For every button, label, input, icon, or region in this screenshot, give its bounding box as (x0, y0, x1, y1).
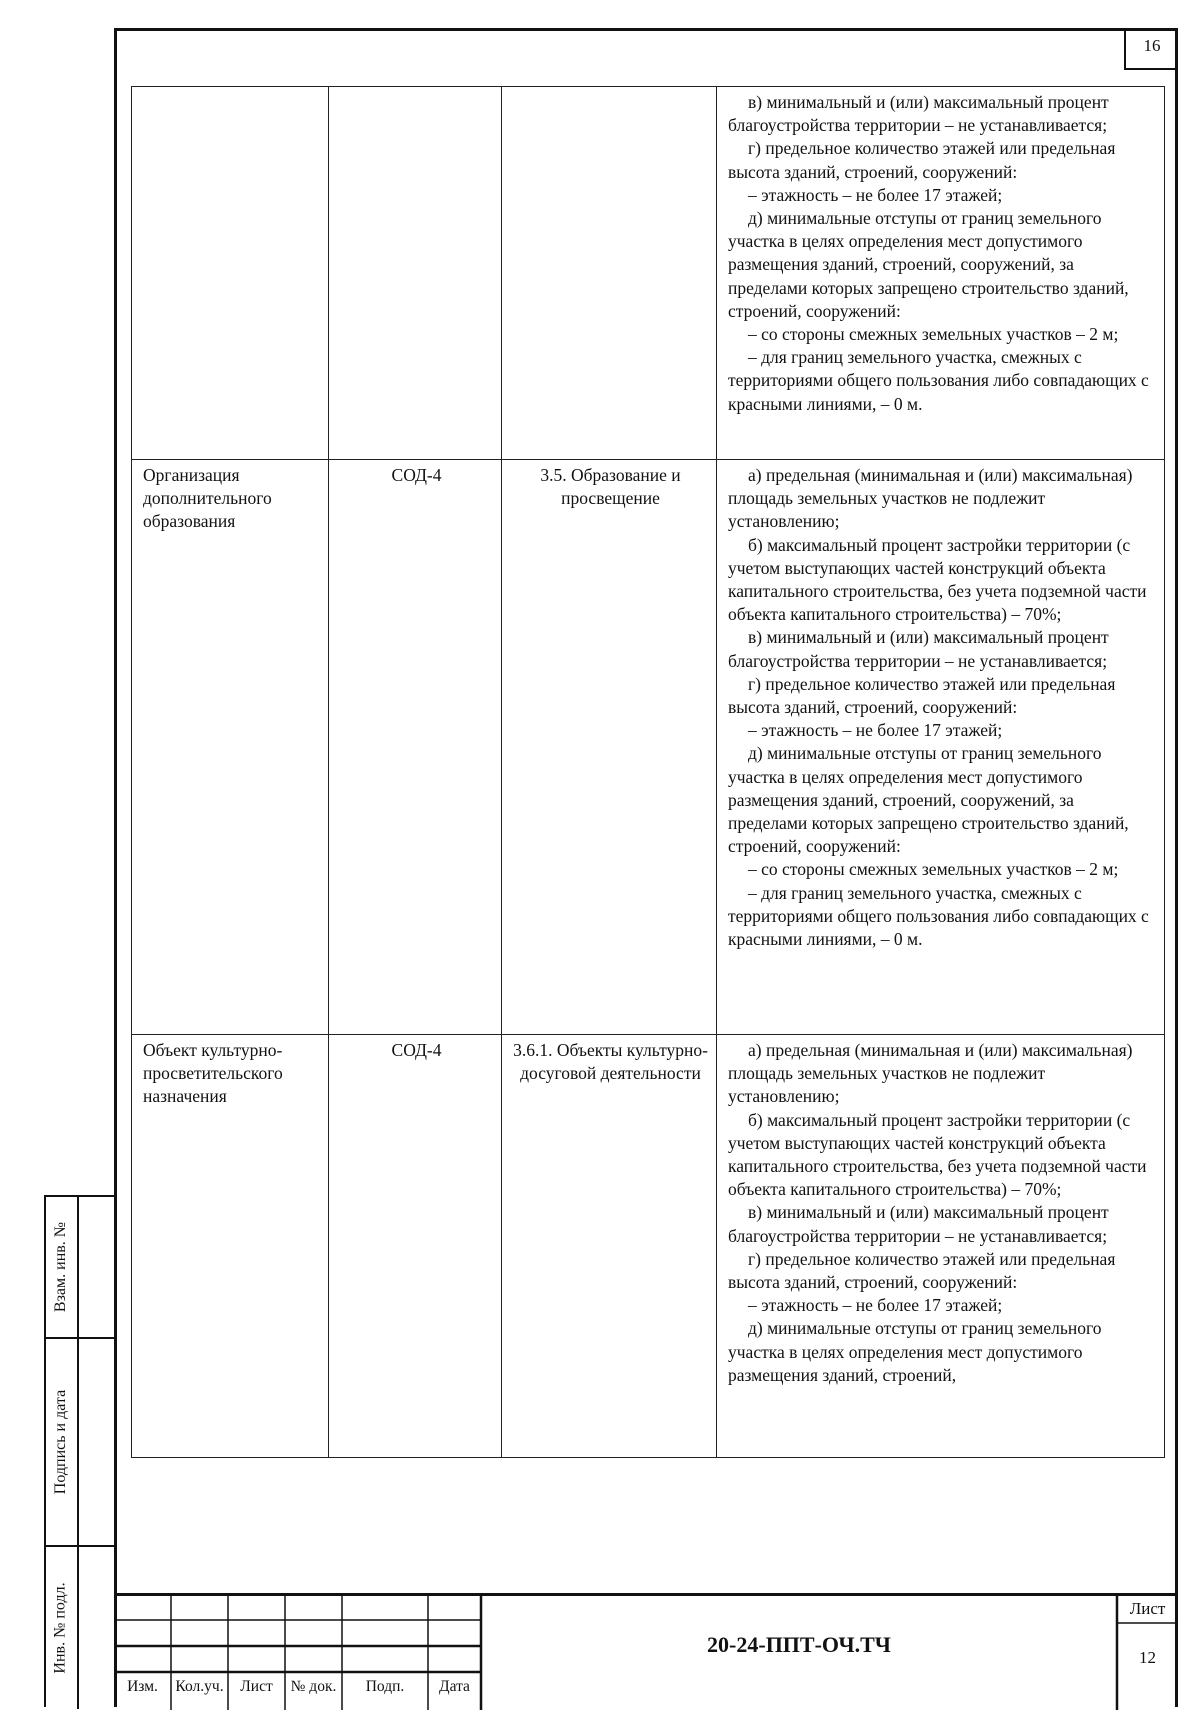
parameter-paragraph: – для границ земельного участка, смежных с территориями общего пользования либо совпадающих с красными линиями, – 0 м. (728, 882, 1149, 950)
parameter-paragraph: б) максимальный процент застройки территории (с учетом выступающих частей конструкций объекта капитального строительства, без учета подземной части объекта капитального строительства) – 70%; (728, 534, 1147, 625)
col-podp: Подп. (365, 1678, 405, 1695)
parameter-paragraph: – этажность – не более 17 этажей; (748, 184, 1003, 205)
table-row (132, 1035, 1165, 1458)
parameter-paragraph: в) минимальный и (или) максимальный процент благоустройства территории – не устанавливается; (728, 1202, 1109, 1246)
table-row (132, 460, 1165, 1035)
page-number-top: 16 (1124, 28, 1178, 70)
zone-code-cell: СОД-4 (329, 460, 502, 1035)
vri-cell (502, 87, 717, 460)
podpis-data-label: Подпись и дата (52, 1389, 69, 1495)
parameters-cell (717, 1035, 1165, 1458)
vri-cell: 3.5. Образование и просвещение (502, 460, 717, 1035)
parameter-paragraph: а) предельная (минимальная и (или) максимальная) площадь земельных участков не подлежит установлению; (728, 465, 1133, 532)
parameter-paragraph: – со стороны смежных земельных участков – 2 м; (748, 859, 1119, 880)
col-ndok: № док. (290, 1678, 337, 1695)
object-name-cell (132, 87, 329, 460)
col-izm: Изм. (127, 1678, 158, 1695)
parameter-paragraph: в) минимальный и (или) максимальный процент благоустройства территории – не устанавливается; (728, 92, 1109, 136)
vzam-inv-label: Взам. инв. № (52, 1221, 70, 1313)
col-data: Дата (439, 1678, 470, 1695)
document-code: 20-24-ППТ-ОЧ.ТЧ (707, 1632, 891, 1657)
parameter-paragraph: г) предельное количество этажей или предельная высота зданий, строений, сооружений: (728, 1248, 1116, 1293)
parameter-paragraph: – этажность – не более 17 этажей; (748, 720, 1003, 741)
parameter-paragraph: а) предельная (минимальная и (или) максимальная) площадь земельных участков не подлежит установлению; (728, 1040, 1133, 1107)
sheet-number: 12 (1139, 1648, 1156, 1667)
zone-code-cell: СОД-4 (329, 1035, 502, 1458)
col-koluch: Кол.уч. (175, 1678, 224, 1695)
parameter-paragraph: г) предельное количество этажей или предельная высота зданий, строений, сооружений: (728, 138, 1116, 182)
parameter-paragraph: – со стороны смежных земельных участков – 2 м; (748, 324, 1119, 345)
regulations-table (131, 86, 1165, 1458)
parameter-paragraph: – этажность – не более 17 этажей; (748, 1295, 1003, 1316)
zone-code-cell (329, 87, 502, 460)
inv-podl-label: Инв. № подл. (52, 1582, 70, 1674)
object-name-cell: Объект культурно-просветительского назначения (132, 1035, 329, 1458)
vri-cell: 3.6.1. Объекты культурно-досуговой деятельности (502, 1035, 717, 1458)
sheet-label: Лист (1129, 1599, 1166, 1618)
object-name-cell: Организация дополнительного образования (132, 460, 329, 1035)
title-block (114, 1593, 1178, 1707)
side-stamp (44, 1195, 114, 1707)
col-list: Лист (240, 1678, 273, 1695)
table-row (132, 87, 1165, 460)
parameter-paragraph: в) минимальный и (или) максимальный процент благоустройства территории – не устанавливается; (728, 627, 1109, 671)
parameters-cell (717, 87, 1165, 460)
parameter-paragraph: д) минимальные отступы от границ земельного участка в целях определения мест допустимого размещения зданий, строений, сооружений, за пределами которых запрещено строительство зданий, строений, сооружений: (728, 208, 1129, 321)
parameter-paragraph: д) минимальные отступы от границ земельного участка в целях определения мест допустимого размещения зданий, строений, (728, 1318, 1102, 1385)
parameter-paragraph: б) максимальный процент застройки территории (с учетом выступающих частей конструкций объекта капитального строительства, без учета подземной части объекта капитального строительства) – 70%; (728, 1109, 1147, 1200)
parameters-cell (717, 460, 1165, 1035)
parameter-paragraph: д) минимальные отступы от границ земельного участка в целях определения мест допустимого размещения зданий, строений, сооружений, за пределами которых запрещено строительство зданий, строений, сооружений: (728, 743, 1129, 857)
parameter-paragraph: г) предельное количество этажей или предельная высота зданий, строений, сооружений: (728, 673, 1116, 718)
parameter-paragraph: – для границ земельного участка, смежных с территориями общего пользования либо совпадающих с красными линиями, – 0 м. (728, 347, 1149, 414)
